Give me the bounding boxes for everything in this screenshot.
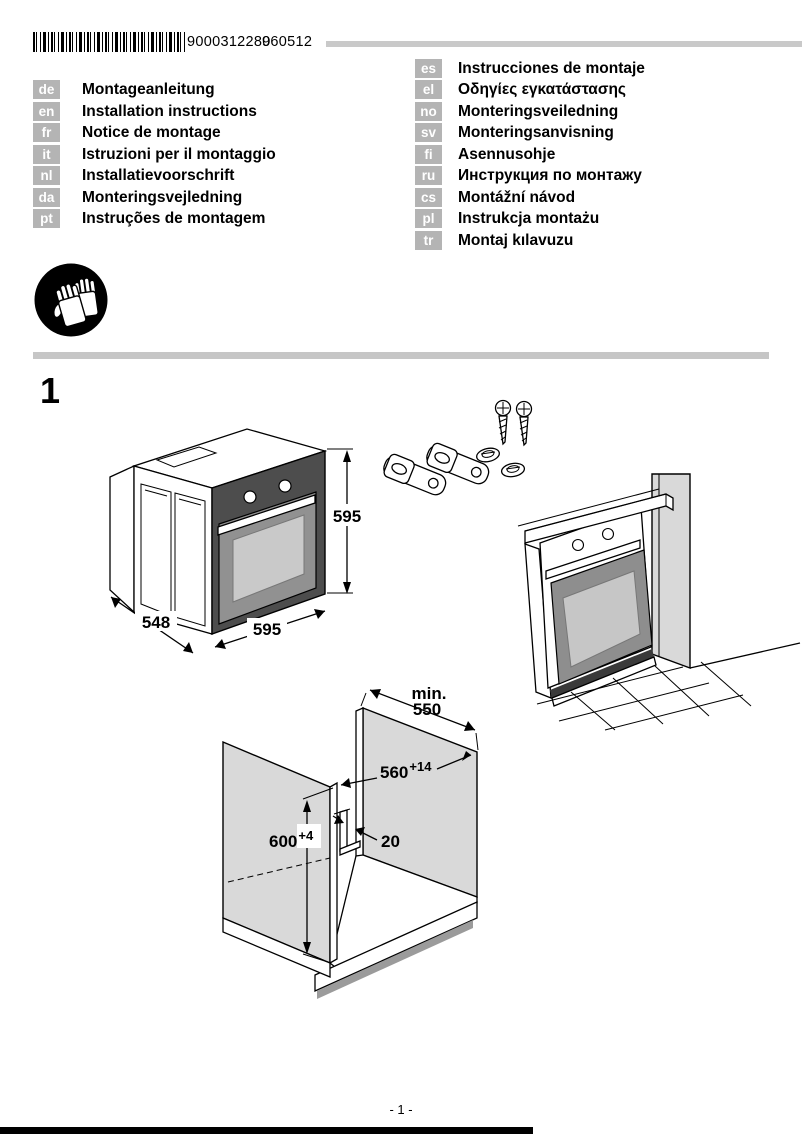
protective-gloves-icon (32, 261, 110, 339)
niche-width-label: $560^{+14}$ (380, 759, 432, 782)
lang-title: Instruções de montagem (82, 210, 266, 227)
step-number: 1 (40, 370, 61, 411)
oven-knob (279, 480, 291, 492)
bottom-crop-mark (0, 1127, 533, 1134)
lang-title: Instrukcja montażu (458, 210, 600, 227)
lang-code-badge: nl (33, 166, 60, 185)
lang-title: Οδηγίες εγκατάστασης (458, 81, 626, 98)
lang-code-badge: es (415, 59, 442, 78)
barcode-number: 9000312280 (187, 34, 271, 50)
section-divider (33, 352, 769, 359)
panel-edge (356, 708, 363, 858)
rail-dim-label: 20 (381, 832, 400, 851)
lang-title: Monteringsvejledning (82, 188, 243, 206)
oven-dimensions-drawing (95, 420, 370, 670)
lang-code-badge: cs (415, 188, 442, 207)
lang-title: Istruzioni per il montaggio (82, 145, 276, 163)
lang-code-badge: el (415, 80, 442, 99)
lang-code-badge: de (33, 80, 60, 99)
installed-oven-drawing (513, 440, 802, 732)
lang-code-badge: sv (415, 123, 442, 142)
niche-depth-prefix: min. (411, 684, 447, 703)
lang-title: Monteringsveiledning (458, 102, 619, 120)
oven-knob (244, 491, 256, 503)
lang-code-badge: en (33, 102, 60, 121)
print-code: 960512 (262, 34, 313, 50)
lang-code-badge: pt (33, 209, 60, 228)
panel-edge (330, 783, 337, 963)
lang-code-badge: pl (415, 209, 442, 228)
header-gray-bar (326, 41, 802, 47)
oven-width-label: 595 (252, 620, 282, 639)
lang-code-badge: fi (415, 145, 442, 164)
page-number: - 1 - (389, 1102, 413, 1117)
oven-back-flange (110, 466, 134, 612)
oven-height-label: 595 (332, 507, 362, 526)
oven-left-face (134, 466, 212, 634)
lang-title: Montážní návod (458, 188, 576, 206)
barcode (33, 32, 185, 52)
oven-knob (573, 540, 584, 551)
niche-depth-label: 550 (412, 700, 442, 719)
lang-code-badge: ru (415, 166, 442, 185)
lang-title: Asennusohje (458, 145, 556, 163)
oven-knob (603, 529, 614, 540)
lang-title: Montageanleitung (82, 81, 215, 98)
lang-code-badge: it (33, 145, 60, 164)
screw-icon (496, 401, 511, 445)
lang-code-badge: da (33, 188, 60, 207)
lang-title: Monteringsanvisning (458, 124, 614, 141)
oven-depth-label: 548 (141, 613, 171, 632)
lang-code-badge: fr (33, 123, 60, 142)
lang-code-badge: tr (415, 231, 442, 250)
lang-title: Installatievoorschrift (82, 167, 235, 184)
screw-icon (517, 402, 532, 446)
lang-title: Инструкция по монтажу (458, 167, 642, 184)
cap-washer-icon (475, 446, 500, 463)
lang-code-badge: no (415, 102, 442, 121)
lang-title: Instrucciones de montaje (458, 59, 645, 77)
lang-title: Montaj kılavuzu (458, 231, 574, 249)
lang-title: Installation instructions (82, 102, 257, 120)
niche-height-label: $600^{+4}$ (269, 828, 314, 851)
niche-cutout-drawing (205, 675, 520, 1015)
lang-title: Notice de montage (82, 124, 221, 141)
